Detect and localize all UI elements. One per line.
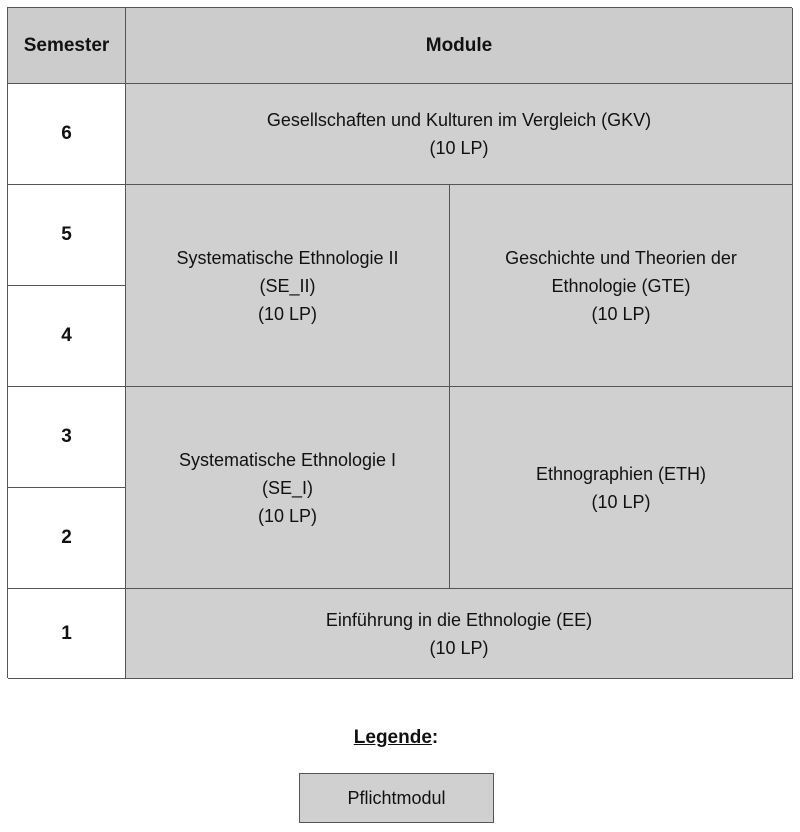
module-gkv — [126, 84, 793, 185]
module-name: Systematische Ethnologie II — [176, 247, 399, 268]
module-credits: (10 LP) — [429, 637, 489, 658]
semester-number: 6 — [61, 123, 72, 144]
semester-cell-1 — [8, 589, 126, 679]
module-eth — [450, 387, 793, 589]
module-credits: (10 LP) — [257, 303, 318, 324]
module-name: Ethnographien (ETH) — [535, 463, 707, 484]
module-name-line2: Ethnologie (GTE) — [551, 275, 691, 296]
module-se1 — [126, 387, 450, 589]
module-plan-table — [7, 7, 792, 678]
module-credits: (10 LP) — [591, 491, 651, 512]
semester-cell-3 — [8, 387, 126, 488]
module-ee — [126, 589, 793, 679]
semester-number: 4 — [61, 325, 72, 346]
semester-cell-4 — [8, 286, 126, 387]
module-gte — [450, 185, 793, 387]
semester-column-header — [8, 8, 126, 84]
module-name: Einführung in die Ethnologie (EE) — [325, 609, 593, 630]
legend-heading — [0, 727, 792, 749]
module-name: Systematische Ethnologie I — [178, 449, 397, 470]
legend-title: Legende — [353, 727, 432, 748]
semester-cell-5 — [8, 185, 126, 286]
module-credits: (10 LP) — [591, 303, 651, 324]
module-credits: (10 LP) — [429, 138, 489, 158]
module-name: Gesellschaften und Kulturen im Vergleich (GKV) — [266, 110, 652, 130]
module-credits: (10 LP) — [257, 505, 318, 526]
module-name-line1: Geschichte und Theorien der — [505, 247, 737, 268]
semester-number: 1 — [61, 622, 72, 644]
semester-number: 2 — [61, 527, 72, 548]
legend-colon: : — [431, 727, 439, 748]
legend-item-pflichtmodul — [299, 773, 494, 823]
semester-header-label: Semester — [23, 34, 110, 56]
module-abbreviation: (SE_I) — [261, 477, 313, 498]
legend-item-label: Pflichtmodul — [347, 787, 446, 808]
semester-cell-6 — [8, 84, 126, 185]
module-header-label: Module — [425, 34, 493, 56]
semester-number: 5 — [61, 224, 72, 245]
module-abbreviation: (SE_II) — [259, 275, 316, 296]
semester-cell-2 — [8, 488, 126, 589]
module-se2 — [126, 185, 450, 387]
semester-number: 3 — [61, 426, 72, 447]
module-column-header — [126, 8, 793, 84]
